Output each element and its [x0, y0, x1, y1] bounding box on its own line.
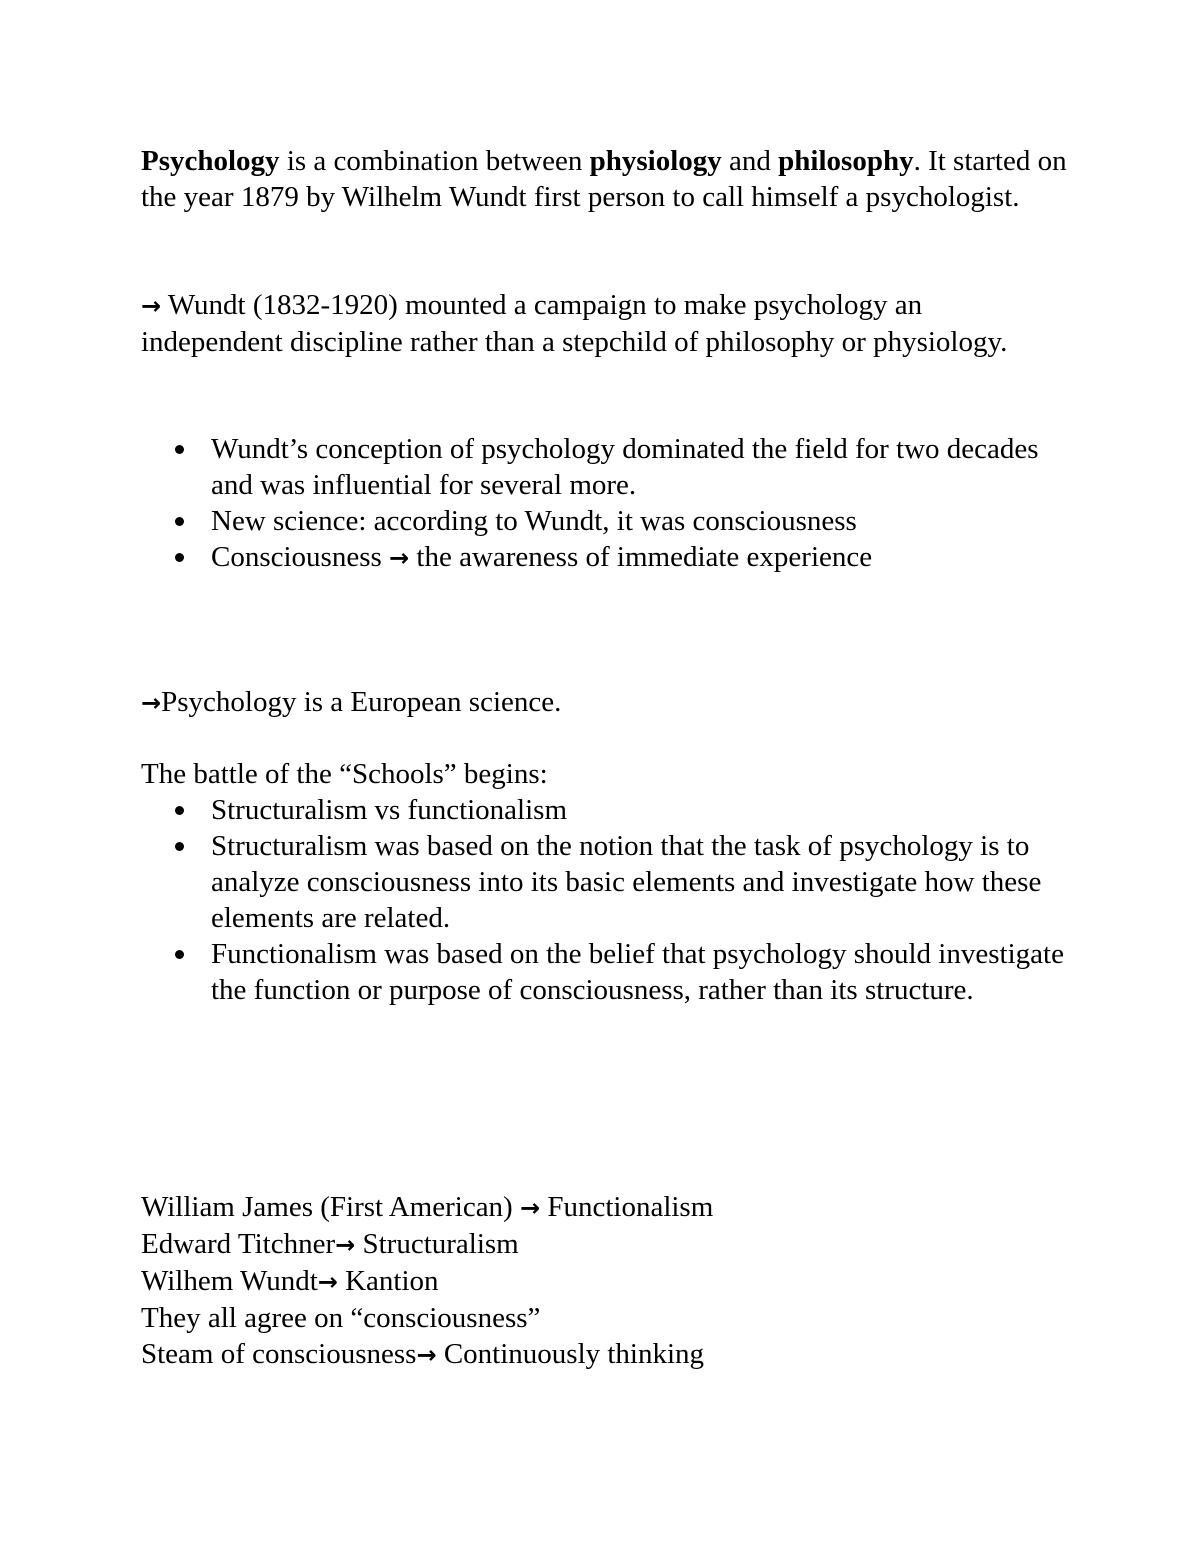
european-paragraph — [141, 684, 1071, 721]
summary-block — [141, 1189, 1071, 1373]
summary-line — [141, 1189, 1071, 1226]
list-item — [141, 431, 1071, 503]
arrow-icon: → — [335, 1231, 356, 1259]
summary-line — [141, 1263, 1071, 1300]
arrow-icon: → — [141, 292, 162, 320]
term-psychology: Psychology — [141, 145, 280, 177]
wundt-bullet-list — [141, 431, 1071, 576]
list-item-text: Wundt’s conception of psychology dominated the field for two decades and was influential for several more. — [211, 433, 1039, 501]
summary-line — [141, 1226, 1071, 1263]
bullet-icon — [175, 553, 184, 562]
list-item-text: Structuralism vs functionalism — [211, 794, 568, 826]
bullet-icon — [175, 445, 184, 454]
arrow-icon: → — [519, 1194, 541, 1222]
list-item — [141, 503, 1071, 539]
term-physiology: physiology — [589, 145, 722, 177]
summary-text: Wilhem Wundt — [141, 1265, 318, 1297]
list-item — [141, 792, 1071, 828]
arrow-icon: → — [141, 689, 162, 717]
summary-text: William James (First American) — [141, 1191, 520, 1223]
list-item — [141, 936, 1071, 1008]
wundt-note-paragraph — [141, 287, 1071, 360]
list-item — [141, 539, 1071, 576]
arrow-icon: → — [389, 544, 410, 572]
intro-text-1: is a combination between — [279, 145, 590, 177]
bullet-icon — [175, 842, 184, 851]
summary-text: Structuralism — [355, 1228, 519, 1260]
intro-paragraph — [141, 143, 1071, 215]
list-item-text: Consciousness — [211, 541, 390, 573]
european-text: Psychology is a European science. — [161, 686, 562, 718]
summary-text: Functionalism — [540, 1191, 714, 1223]
arrow-icon: → — [317, 1268, 338, 1296]
summary-text: They all agree on “consciousness” — [141, 1302, 541, 1334]
schools-heading: The battle of the “Schools” begins: — [141, 758, 548, 790]
list-item-text: Functionalism was based on the belief that psychology should investigate the function or purpose of consciousness, rather than its structure. — [211, 938, 1064, 1006]
summary-line — [141, 1300, 1071, 1336]
list-item — [141, 828, 1071, 936]
intro-text-3: . It started on the year 1879 by Wilhelm Wundt first person to call himself a psychologist. — [141, 145, 1067, 213]
summary-text: Edward Titchner — [141, 1228, 336, 1260]
intro-text-2: and — [721, 145, 779, 177]
schools-bullet-list — [141, 792, 1071, 1008]
bullet-icon — [175, 950, 184, 959]
summary-line — [141, 1336, 1071, 1373]
summary-text: Continuously thinking — [436, 1338, 705, 1370]
list-item-text: Structuralism was based on the notion that the task of psychology is to analyze consciousness into its basic elements and investigate how these elements are related. — [211, 830, 1042, 934]
bullet-icon — [175, 517, 184, 526]
list-item-text: the awareness of immediate experience — [409, 541, 873, 573]
arrow-icon: → — [416, 1341, 437, 1369]
bullet-icon — [175, 806, 184, 815]
term-philosophy: philosophy — [778, 145, 914, 177]
list-item-text: New science: according to Wundt, it was consciousness — [211, 505, 857, 537]
summary-text: Steam of consciousness — [141, 1338, 417, 1370]
wundt-note-text: Wundt (1832-1920) mounted a campaign to make psychology an independent discipline rather than a stepchild of philosophy or physiology. — [141, 289, 1008, 358]
summary-text: Kantion — [337, 1265, 439, 1297]
